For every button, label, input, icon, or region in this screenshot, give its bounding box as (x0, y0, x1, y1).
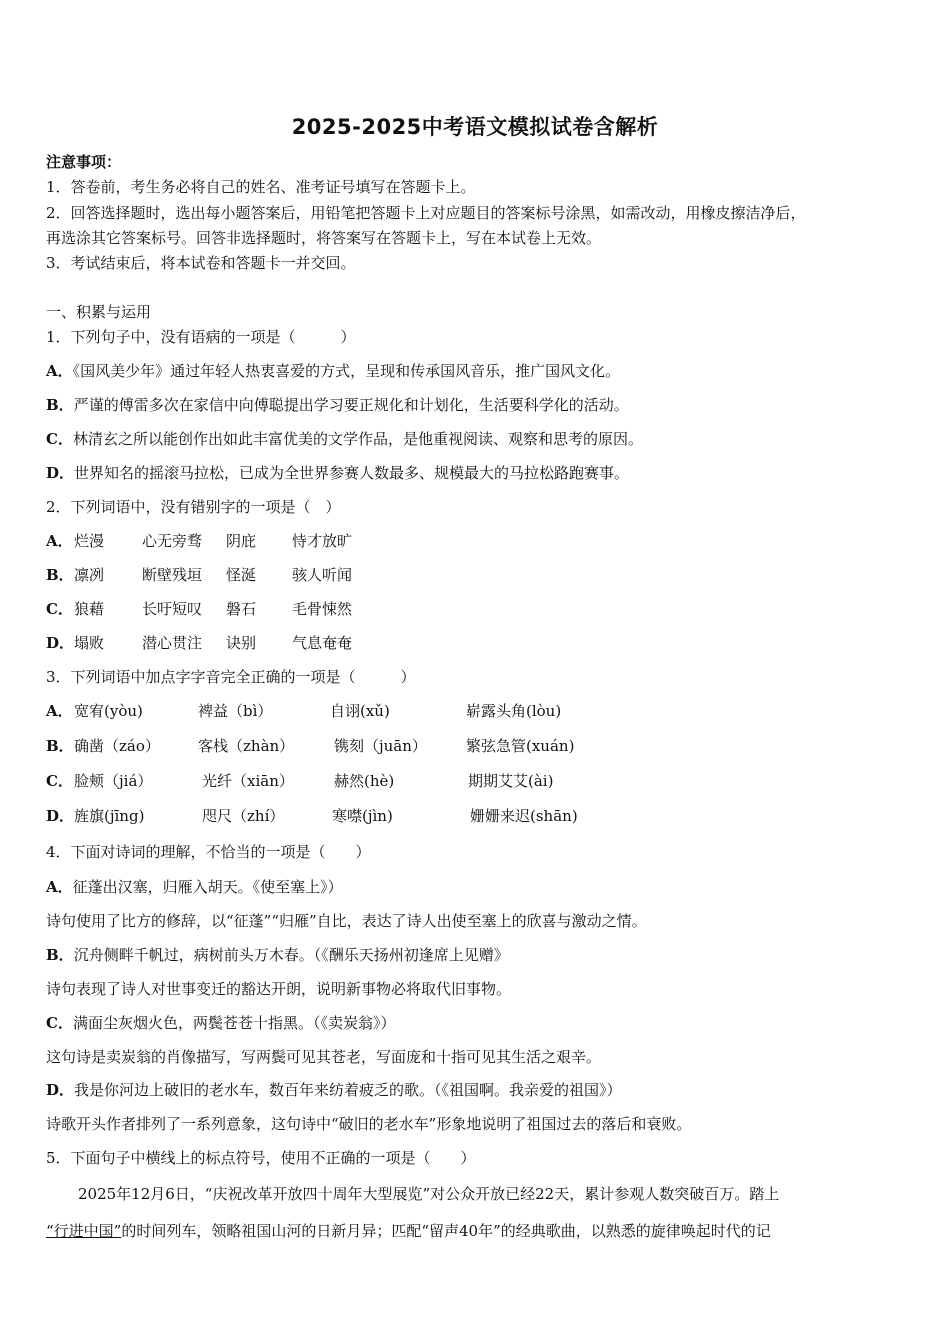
notice-item: 3．考试结束后，将本试卷和答题卡一并交回。 (46, 254, 356, 272)
option-word: 骇人听闻 (292, 566, 353, 584)
option-word: 怪涎 (226, 566, 257, 584)
q4-option-c (46, 1013, 395, 1033)
q4-option-a-note: 诗句使用了比方的修辞，以“征蓬”“归雁”自比，表达了诗人出使至塞上的欣喜与激动之情。 (46, 912, 647, 930)
option-label: D． (46, 634, 75, 652)
option-label: C． (46, 600, 73, 618)
option-text: 严谨的傅雷多次在家信中向傅聪提出学习要正规化和计划化，生活要科学化的活动。 (73, 396, 629, 414)
question-4-stem: 4．下面对诗词的理解，不恰当的一项是（ ） (46, 843, 371, 861)
option-word: 宽宥(yòu) (74, 702, 143, 720)
q3-option-a (46, 701, 561, 721)
q1-option-d (46, 463, 629, 483)
option-label: B． (46, 566, 74, 584)
option-word: 寒噤(jìn) (332, 807, 393, 825)
option-word: 崭露头角(lòu) (466, 702, 562, 720)
option-word: 恃才放旷 (292, 532, 353, 550)
option-text: 林清玄之所以能创作出如此丰富优美的文学作品，是他重视阅读、观察和思考的原因。 (72, 430, 643, 448)
option-text: 世界知名的摇滚马拉松，已成为全世界参赛人数最多、规模最大的马拉松路跑赛事。 (74, 464, 630, 482)
option-label: D． (46, 807, 75, 825)
notice-item: 1．答卷前，考生务必将自己的姓名、准考证号填写在答题卡上。 (46, 178, 476, 196)
q4-option-c-note: 这句诗是卖炭翁的肖像描写，写两鬓可见其苍老，写面庞和十指可见其生活之艰辛。 (46, 1048, 602, 1066)
option-word: 诀别 (226, 634, 257, 652)
question-3-stem: 3．下列词语中加点字字音完全正确的一项是（ ） (46, 668, 416, 686)
option-label: A． (46, 878, 73, 896)
option-text: 我是你河边上破旧的老水车，数百年来纺着疲乏的歌。（《祖国啊。我亲爱的祖国》） (74, 1081, 622, 1099)
notice-item: 再选涂其它答案标号。回答非选择题时，将答案写在答题卡上，写在本试卷上无效。 (46, 229, 602, 247)
option-word: 旌旗(jīng) (74, 807, 145, 825)
option-word: 阴庇 (226, 532, 257, 550)
q4-option-a (46, 877, 343, 897)
option-text: 沉舟侧畔千帆过，病树前头万木春。（《酬乐天扬州初逢席上见赠》 (73, 946, 509, 964)
option-word: 镌刻（juān） (334, 737, 427, 755)
option-word: 长吁短叹 (142, 600, 203, 618)
option-label: B． (46, 737, 74, 755)
option-word: 磐石 (226, 600, 257, 618)
option-label: A． (46, 362, 73, 380)
option-word: 脸颊（jiá） (74, 772, 153, 790)
q3-option-b (46, 736, 574, 756)
option-label: D． (46, 1081, 75, 1099)
passage-text: 的时间列车，领略祖国山河的日新月异；匹配“留声40年”的经典歌曲，以熟悉的旋律唤起时代的记 (121, 1222, 771, 1240)
option-label: C． (46, 772, 73, 790)
option-text: 《国风美少年》通过年轻人热衷喜爱的方式，呈现和传承国风音乐，推广国风文化。 (72, 362, 621, 380)
q1-option-a (46, 361, 620, 381)
q4-option-d (46, 1080, 622, 1100)
underlined-phrase: “行进中国” (46, 1222, 122, 1240)
q4-option-b (46, 945, 509, 965)
q2-option-b (46, 565, 352, 585)
option-word: 光纤（xiān） (202, 772, 294, 790)
option-word: 期期艾艾(ài) (468, 772, 554, 790)
q2-option-a (46, 531, 352, 551)
option-text: 征蓬出汉塞，归雁入胡天。《使至塞上》） (72, 878, 343, 896)
option-word: 自诩(xǔ) (330, 702, 390, 720)
option-word: 凛冽 (74, 566, 105, 584)
option-label: A． (46, 532, 73, 550)
q4-option-d-note: 诗歌开头作者排列了一系列意象，这句诗中“破旧的老水车”形象地说明了祖国过去的落后和衰败。 (46, 1115, 692, 1133)
q5-passage-line: 2025年12月6日，“庆祝改革开放四十周年大型展览”对公众开放已经22天，累计参观人数突破百万。踏上 (78, 1185, 780, 1203)
option-label: D． (46, 464, 75, 482)
option-word: 烂漫 (74, 532, 105, 550)
option-word: 塌败 (74, 634, 105, 652)
option-word: 裨益（bì） (198, 702, 273, 720)
option-word: 气息奄奄 (292, 634, 353, 652)
question-2-stem: 2．下列词语中，没有错别字的一项是（ ） (46, 498, 341, 516)
option-label: C． (46, 1014, 73, 1032)
notice-item: 2．回答选择题时，选出每小题答案后，用铅笔把答题卡上对应题目的答案标号涂黑，如需改动，用橡皮擦洁净后， (46, 204, 806, 222)
option-label: A． (46, 702, 73, 720)
q4-option-b-note: 诗句表现了诗人对世事变迁的豁达开朗，说明新事物必将取代旧事物。 (46, 980, 512, 998)
section-heading: 一、积累与运用 (46, 303, 152, 321)
q2-option-d (46, 633, 352, 653)
page-title: 2025-2025中考语文模拟试卷含解析 (291, 115, 659, 139)
option-word: 确凿（záo） (74, 737, 160, 755)
option-word: 繁弦急管(xuán) (466, 737, 575, 755)
option-word: 客栈（zhàn） (198, 737, 295, 755)
q2-option-c (46, 599, 352, 619)
q3-option-d (46, 806, 578, 826)
option-word: 毛骨悚然 (292, 600, 353, 618)
notice-heading: 注意事项： (46, 153, 122, 171)
option-word: 赫然(hè) (334, 772, 395, 790)
question-5-stem: 5．下面句子中横线上的标点符号，使用不正确的一项是（ ） (46, 1149, 476, 1167)
option-word: 断壁残垣 (142, 566, 203, 584)
q3-option-c (46, 771, 553, 791)
option-word: 潜心贯注 (142, 634, 203, 652)
q1-option-c (46, 429, 643, 449)
q5-passage-line (46, 1221, 771, 1241)
option-label: B． (46, 946, 74, 964)
option-text: 满面尘灰烟火色，两鬓苍苍十指黑。（《卖炭翁》） (72, 1014, 396, 1032)
question-1-stem: 1．下列句子中，没有语病的一项是（ ） (46, 328, 356, 346)
q1-option-b (46, 395, 629, 415)
option-word: 心无旁骛 (142, 532, 203, 550)
option-label: C． (46, 430, 73, 448)
option-word: 咫尺（zhí） (202, 807, 285, 825)
option-word: 狼藉 (74, 600, 105, 618)
option-label: B． (46, 396, 74, 414)
option-word: 姗姗来迟(shān) (470, 807, 578, 825)
